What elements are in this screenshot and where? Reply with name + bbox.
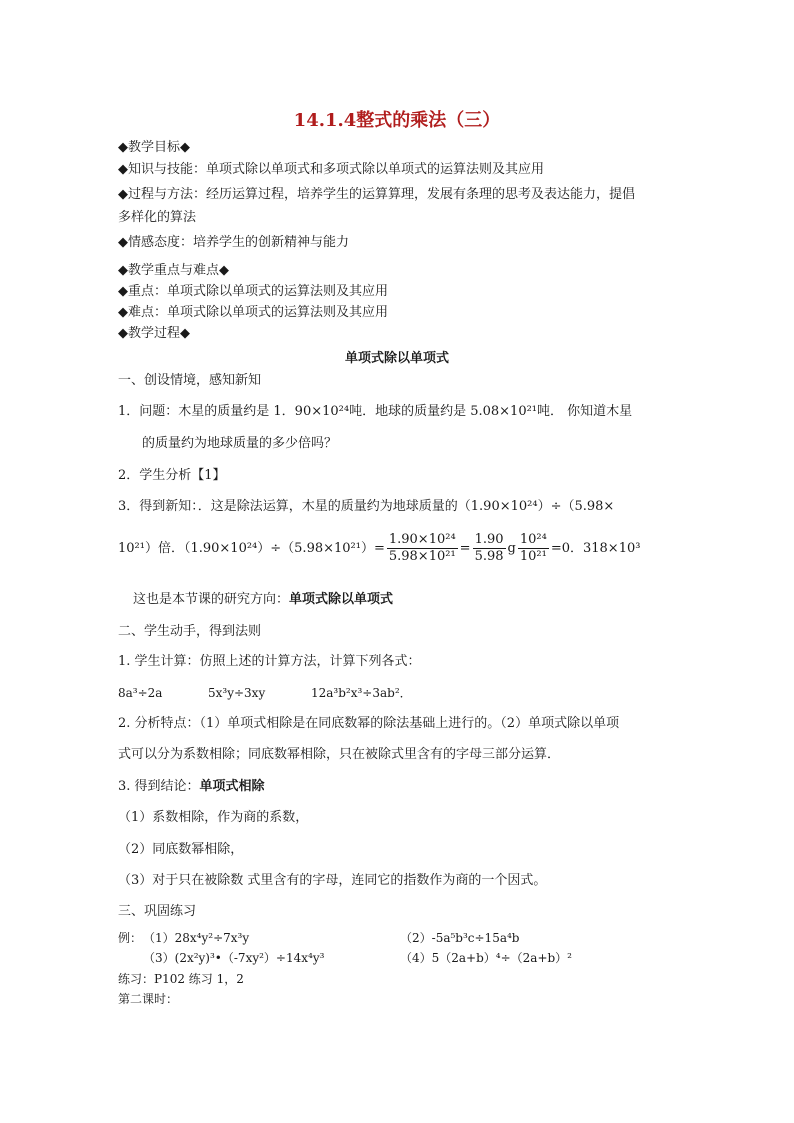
fraction-3-denominator: 10²¹ [519, 549, 547, 564]
second-lesson: 第二课时： [118, 992, 179, 1006]
page-title: 14.1.4整式的乘法（三） [293, 110, 501, 131]
conclusion-bold: 单项式相除 [199, 779, 265, 794]
fraction-1 [387, 532, 458, 565]
fraction-3-numerator: 10²⁴ [519, 532, 547, 547]
conclusion [118, 779, 265, 795]
fraction-2-numerator: 1.90 [474, 532, 504, 547]
process-heading: ◆教学过程◆ [118, 326, 190, 341]
keypoint-difficulty: ◆难点：单项式除以单项式的运算法则及其应用 [118, 305, 388, 320]
multiply-glyph: g [507, 541, 516, 556]
calc-expr-3: 12a³b²x³÷3ab²． [311, 686, 412, 700]
example-2: （2）-5a⁵b³c÷15a⁴b [400, 931, 520, 945]
fraction-2-denominator: 5.98 [474, 549, 504, 564]
rule-1: （1）系数相除，作为商的系数， [118, 810, 309, 825]
keypoint-key: ◆重点：单项式除以单项式的运算法则及其应用 [118, 284, 388, 299]
direction-bold: 单项式除以单项式 [289, 592, 394, 607]
calc-expr-2: 5x³y÷3xy [208, 686, 266, 700]
part1-heading: 一、创设情境，感知新知 [118, 373, 262, 388]
fraction-3 [518, 532, 549, 565]
equation-prefix: 10²¹）倍．（1.90×10²⁴）÷（5.98×10²¹）= [118, 541, 385, 556]
student-calc: 1. 学生计算：仿照上述的计算方法，计算下列各式： [118, 654, 421, 669]
question1-line1: 1．问题：木星的质量约是 1．90×10²⁴吨．地球的质量约是 5.08×10²¹吨． 你知道木星 [118, 404, 633, 419]
calc-expr-1: 8a³÷2a [118, 686, 163, 700]
question3-line1: 3．得到新知：．这是除法运算，木星的质量约为地球质量的（1.90×10²⁴）÷（5.98× [118, 499, 615, 514]
rule-2: （2）同底数幂相除， [118, 842, 244, 857]
example-1: （1）28x⁴y²÷7x³y [143, 931, 250, 945]
part2-heading: 二、学生动手，得到法则 [118, 624, 262, 639]
research-direction [133, 592, 393, 608]
question3-equation [118, 532, 640, 566]
objective-knowledge: ◆知识与技能：单项式除以单项式和多项式除以单项式的运算法则及其应用 [118, 162, 544, 177]
keypoints-heading: ◆教学重点与难点◆ [118, 263, 229, 278]
direction-prefix: 这也是本节课的研究方向： [133, 592, 290, 607]
part3-heading: 三、巩固练习 [118, 904, 197, 919]
objective-process-line2: 多样化的算法 [118, 210, 197, 225]
objectives-heading: ◆教学目标◆ [118, 140, 190, 155]
analysis-line1: 2. 分析特点：（1）单项式相除是在同底数幂的除法基础上进行的。（2）单项式除以单项 [118, 716, 620, 731]
fraction-1-numerator: 1.90×10²⁴ [388, 532, 456, 547]
rule-3: （3）对于只在被除数 式里含有的字母，连同它的指数作为商的一个因式。 [118, 873, 547, 888]
objective-process-line1: ◆过程与方法：经历运算过程，培养学生的运算算理，发展有条理的思考及表达能力，提倡 [118, 187, 635, 202]
equals-sign: = [459, 541, 471, 556]
question2: 2．学生分析【1】 [118, 468, 226, 483]
example-3: （3）(2x²y)³•（-7xy²）÷14x⁴y³ [143, 951, 325, 965]
objective-emotion: ◆情感态度：培养学生的创新精神与能力 [118, 235, 349, 250]
section-title: 单项式除以单项式 [344, 351, 449, 366]
equation-result: =0．318×10³ [550, 541, 641, 556]
analysis-line2: 式可以分为系数相除；同底数幂相除，只在被除式里含有的字母三部分运算． [118, 747, 561, 762]
question1-line2: 的质量约为地球质量的多少倍吗？ [142, 436, 338, 451]
conclusion-prefix: 3. 得到结论： [118, 779, 200, 794]
example-label: 例： [118, 931, 143, 945]
fraction-1-denominator: 5.98×10²¹ [388, 549, 456, 564]
fraction-2 [473, 532, 506, 565]
practice: 练习：P102 练习 1，2 [118, 972, 244, 986]
example-4: （4）5（2a+b）⁴÷（2a+b）² [400, 951, 572, 965]
